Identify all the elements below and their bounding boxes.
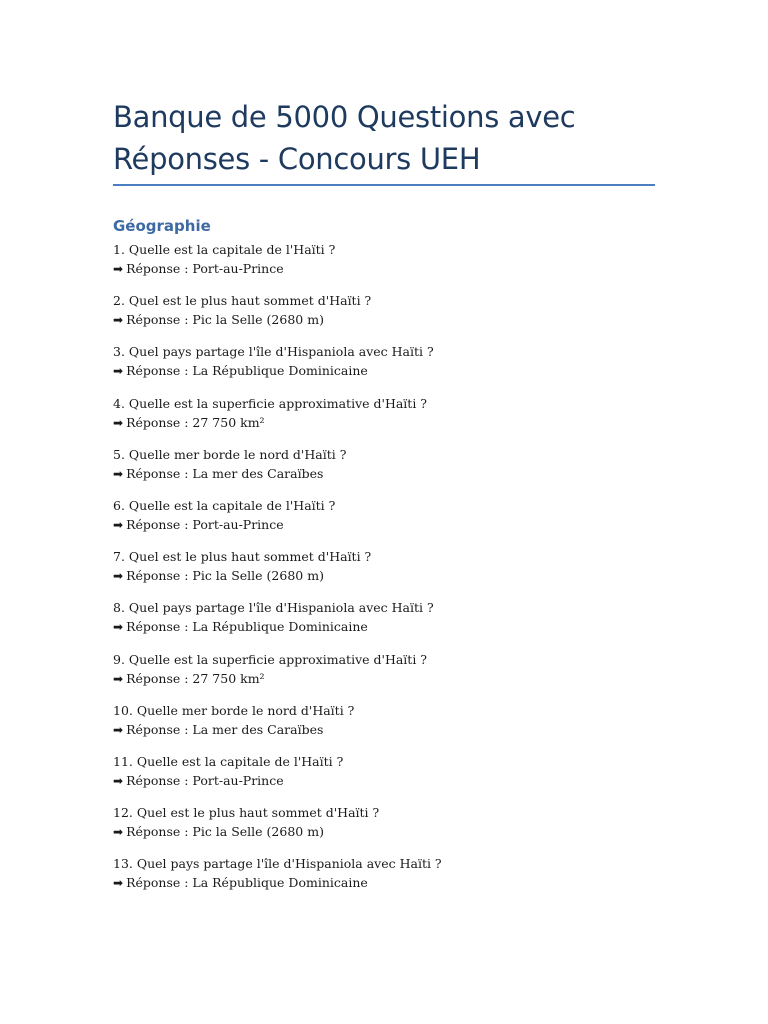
question-text: 9. Quelle est la superficie approximative d'Haïti ?: [113, 651, 427, 667]
list-item: [113, 650, 655, 701]
list-item: [113, 240, 655, 291]
answer-text: Réponse : La République Dominicaine: [126, 363, 368, 379]
answer-line: [113, 361, 655, 381]
question-text: 5. Quelle mer borde le nord d'Haïti ?: [113, 446, 347, 462]
question-text: 10. Quelle mer borde le nord d'Haïti ?: [113, 702, 355, 718]
list-item: [113, 342, 655, 393]
list-item: [113, 445, 655, 496]
answer-text: Réponse : 27 750 km²: [126, 414, 265, 430]
document-title: [113, 96, 655, 184]
arrow-right-icon: ➡: [113, 671, 124, 686]
answer-line: [113, 515, 655, 535]
answer-text: Réponse : La mer des Caraïbes: [126, 465, 324, 481]
answer-line: [113, 720, 655, 740]
question-text: 7. Quel est le plus haut sommet d'Haïti ?: [113, 549, 372, 565]
question-text: 2. Quel est le plus haut sommet d'Haïti ?: [113, 293, 372, 309]
answer-text: Réponse : La République Dominicaine: [126, 875, 368, 891]
arrow-right-icon: ➡: [113, 620, 124, 635]
question-text: 6. Quelle est la capitale de l'Haïti ?: [113, 497, 336, 513]
answer-line: [113, 617, 655, 637]
arrow-right-icon: ➡: [113, 364, 124, 379]
answer-line: [113, 259, 655, 279]
answer-text: Réponse : Port-au-Prince: [126, 516, 284, 532]
arrow-right-icon: ➡: [113, 517, 124, 532]
answer-text: Réponse : Port-au-Prince: [126, 261, 284, 276]
question-text: 8. Quel pays partage l'île d'Hispaniola avec Haïti ?: [113, 600, 434, 616]
arrow-right-icon: ➡: [113, 876, 124, 891]
question-text: 3. Quel pays partage l'île d'Hispaniola avec Haïti ?: [113, 344, 434, 360]
answer-line: [113, 464, 655, 484]
arrow-right-icon: ➡: [113, 722, 124, 737]
answer-line: [113, 310, 655, 330]
arrow-right-icon: ➡: [113, 415, 124, 430]
title-underline: [113, 184, 655, 186]
answer-line: [113, 669, 655, 689]
list-item: [113, 496, 655, 547]
answer-text: Réponse : La mer des Caraïbes: [126, 721, 324, 737]
section-heading-geographie: Géographie: [113, 217, 211, 235]
question-text: 13. Quel pays partage l'île d'Hispaniola avec Haïti ?: [113, 856, 442, 872]
document-title-line-2: Réponses - Concours UEH: [113, 142, 481, 176]
arrow-right-icon: ➡: [113, 569, 124, 584]
arrow-right-icon: ➡: [113, 825, 124, 840]
list-item: [113, 394, 655, 445]
list-item: [113, 701, 655, 752]
answer-line: [113, 771, 655, 791]
answer-text: Réponse : Pic la Selle (2680 m): [126, 824, 324, 840]
answer-text: Réponse : Pic la Selle (2680 m): [126, 568, 324, 584]
arrow-right-icon: ➡: [113, 313, 124, 328]
question-text: 1. Quelle est la capitale de l'Haïti ?: [113, 242, 336, 257]
answer-line: [113, 873, 655, 893]
list-item: [113, 547, 655, 598]
document-title-line-1: Banque de 5000 Questions avec: [113, 100, 576, 134]
answer-text: Réponse : Pic la Selle (2680 m): [126, 312, 324, 328]
question-list: [113, 240, 655, 905]
list-item: [113, 598, 655, 649]
list-item: [113, 291, 655, 342]
question-text: 11. Quelle est la capitale de l'Haïti ?: [113, 753, 344, 769]
answer-line: [113, 822, 655, 842]
answer-text: Réponse : La République Dominicaine: [126, 619, 368, 635]
answer-line: [113, 566, 655, 586]
list-item: [113, 854, 655, 905]
answer-line: [113, 413, 655, 433]
document-page: [113, 96, 655, 905]
question-text: 12. Quel est le plus haut sommet d'Haïti ?: [113, 805, 380, 821]
arrow-right-icon: ➡: [113, 466, 124, 481]
question-text: 4. Quelle est la superficie approximative d'Haïti ?: [113, 395, 427, 411]
list-item: [113, 752, 655, 803]
list-item: [113, 803, 655, 854]
answer-text: Réponse : Port-au-Prince: [126, 772, 284, 788]
arrow-right-icon: ➡: [113, 773, 124, 788]
arrow-right-icon: ➡: [113, 262, 124, 276]
answer-text: Réponse : 27 750 km²: [126, 670, 265, 686]
